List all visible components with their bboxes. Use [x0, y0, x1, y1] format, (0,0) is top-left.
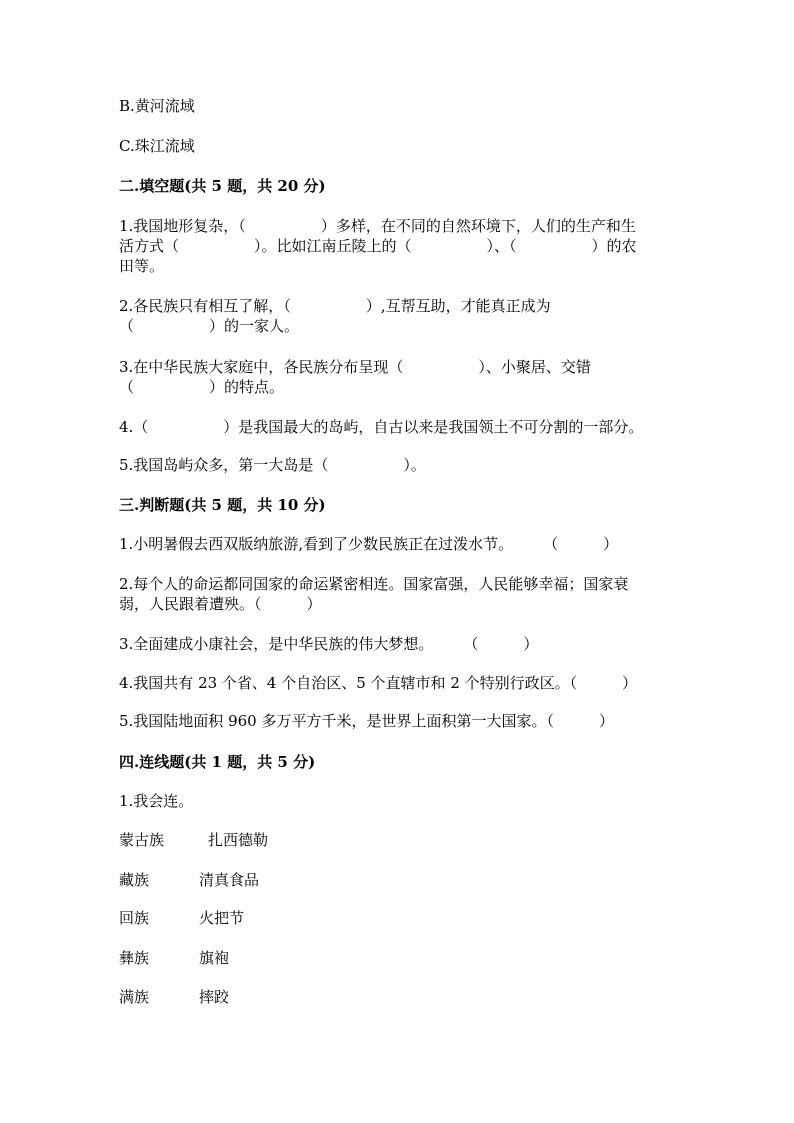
judge-question-3: 3.全面建成小康社会，是中华民族的伟大梦想。 （ ）: [119, 635, 539, 653]
question-text-line: 田等。: [119, 257, 165, 275]
question-text-line: 1.我国地形复杂，（ ）多样，在不同的自然环境下，人们的生产和生: [119, 217, 636, 235]
match-left-item: 藏族: [119, 871, 150, 889]
section-3-heading: 三.判断题(共 5 题，共 10 分): [119, 496, 326, 514]
match-right-item: 扎西德勒: [208, 831, 269, 849]
match-right-item: 旗袍: [199, 949, 230, 967]
question-text-line: （ ）的一家人。: [119, 317, 300, 335]
section-4-heading: 四.连线题(共 1 题，共 5 分): [119, 753, 316, 771]
option-c: C.珠江流域: [119, 137, 195, 155]
match-right-item: 清真食品: [199, 871, 260, 889]
section-2-heading: 二.填空题(共 5 题，共 20 分): [119, 177, 326, 195]
judge-question-4: 4.我国共有 23 个省、4 个自治区、5 个直辖市和 2 个特别行政区。（ ）: [119, 674, 638, 692]
judge-question-1: 1.小明暑假去西双版纳旅游,看到了少数民族正在过泼水节。 （ ）: [119, 535, 619, 553]
match-left-item: 蒙古族: [119, 831, 165, 849]
question-text-line: 2.每个人的命运都同国家的命运紧密相连。国家富强，人民能够幸福；国家衰: [119, 575, 629, 593]
question-text-line: 活方式（ ）。比如江南丘陵上的（ ）、（ ）的农: [119, 237, 637, 255]
question-text-line: 3.在中华民族大家庭中，各民族分布呈现（ ）、小聚居、交错: [119, 358, 591, 376]
match-right-item: 摔跤: [199, 988, 230, 1006]
match-question-1: 1.我会连。: [119, 792, 194, 810]
question-text-line: （ ）的特点。: [119, 378, 285, 396]
judge-question-5: 5.我国陆地面积 960 多万平方千米，是世界上面积第一大国家。（ ）: [119, 712, 614, 730]
match-left-item: 回族: [119, 909, 150, 927]
match-left-item: 彝族: [119, 949, 150, 967]
option-b: B.黄河流域: [119, 97, 195, 115]
question-text-line: 2.各民族只有相互了解，（ ）,互帮互助，才能真正成为: [119, 297, 551, 315]
match-left-item: 满族: [119, 988, 150, 1006]
question-text-line: 弱，人民跟着遭殃。（ ）: [119, 595, 322, 613]
match-right-item: 火把节: [199, 909, 245, 927]
fill-question-4: 4.（ ）是我国最大的岛屿，自古以来是我国领土不可分割的一部分。: [119, 418, 644, 436]
fill-question-5: 5.我国岛屿众多，第一大岛是（ ）。: [119, 456, 426, 474]
